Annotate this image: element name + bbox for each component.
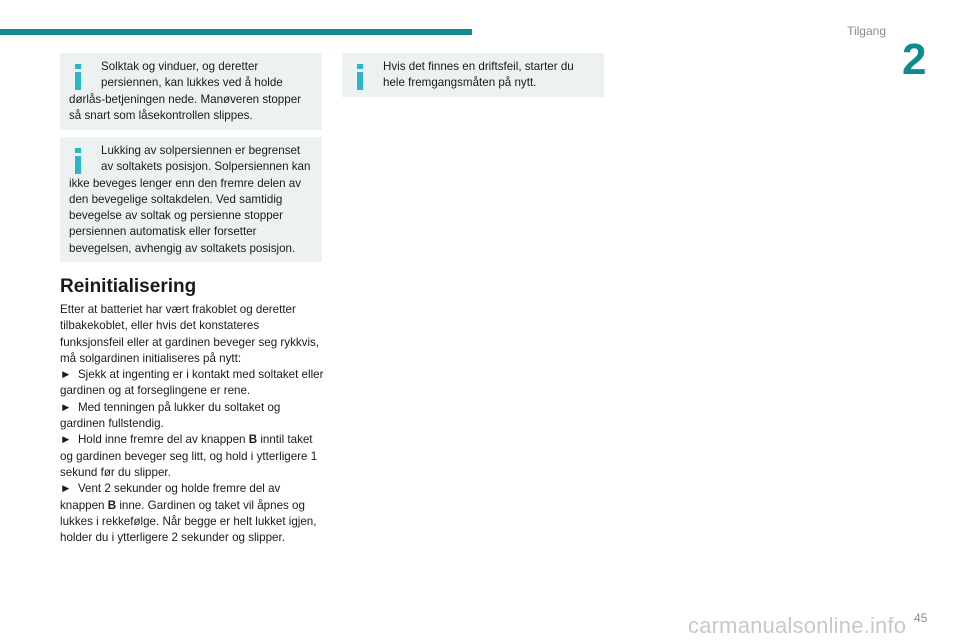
step-marker: ► (60, 368, 72, 382)
step-text: Hold inne fremre del av knappen (77, 433, 249, 447)
info-note-text: Hvis det finnes en driftsfeil, starter du hele fremgangsmåten på nytt. (383, 60, 574, 90)
step-text: inne. Gardinen og taket vil åpnes og lukkes i rekkefølge. Når begge er helt lukket igjen, holder du i ytterligere 2 sekunder og slipper. (60, 498, 317, 545)
watermark: carmanualsonline.info (688, 613, 907, 638)
header-accent-bar (0, 29, 472, 35)
page-number: 45 (914, 611, 928, 625)
info-note (60, 53, 322, 130)
info-icon (72, 148, 84, 174)
info-note-text: Solktak og vinduer, og deretter persiennen, kan lukkes ved å holde dørlås-betjeningen nede. Manøveren stopper så snart som låsekontrollen slippes. (69, 60, 302, 122)
button-reference: B (107, 498, 117, 512)
step-marker: ► (60, 482, 72, 496)
info-note (342, 53, 604, 97)
info-icon (354, 64, 366, 90)
step-marker: ► (60, 400, 72, 414)
section-title: Tilgang (847, 24, 886, 38)
info-note (60, 137, 322, 262)
step-item (60, 367, 326, 400)
step-item (60, 481, 326, 546)
step-marker: ► (60, 433, 72, 447)
section-body (60, 302, 326, 546)
chapter-number: 2 (902, 35, 927, 84)
button-reference: B (248, 433, 258, 447)
step-text: Vent 2 sekunder og holde fremre del av knappen (60, 482, 281, 512)
step-text: Med tenningen på lukker du soltaket og gardinen fullstendig. (60, 400, 281, 431)
intro-paragraph: Etter at batteriet har vært frakoblet og deretter tilbakekoblet, eller hvis det konstateres funksjonsfeil eller at gardinen beveger seg rykkvis, må solgardinen initialiseres på nytt: (60, 303, 320, 365)
step-item (60, 432, 326, 481)
section-heading: Reinitialisering (60, 276, 197, 297)
info-icon (72, 64, 84, 90)
step-text: inntil taket og gardinen beveger seg litt, og hold i ytterligere 1 sekund før du slipper. (60, 433, 318, 479)
info-note-text: Lukking av solpersiennen er begrenset av soltakets posisjon. Solpersiennen kan ikke beveges lenger enn den fremre delen av den bevegelige soltakdelen. Ved samtidig bevegelse av soltak og persienne stopper persiennen automatisk eller forsetter bevegelsen, avhengig av soltakets posisjon. (69, 144, 311, 255)
step-item (60, 400, 326, 433)
step-text: Sjekk at ingenting er i kontakt med soltaket eller gardinen og at forseglingene er rene. (60, 368, 324, 398)
